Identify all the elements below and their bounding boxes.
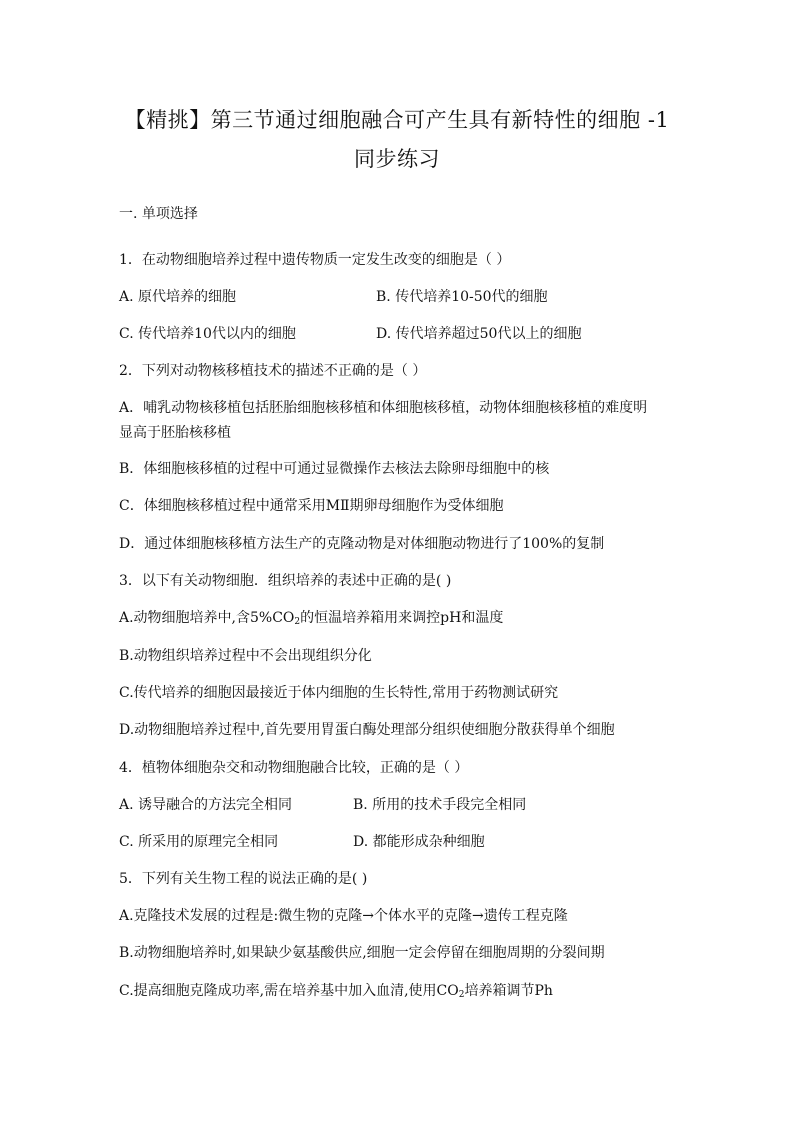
section-heading: 一. 单项选择 bbox=[119, 206, 198, 222]
question-5-stem: 5．下列有关生物工程的说法正确的是( ) bbox=[119, 871, 368, 887]
question-4-option-a: A. 诱导融合的方法完全相同 bbox=[119, 797, 293, 813]
question-4-option-c: C. 所采用的原理完全相同 bbox=[119, 834, 279, 850]
question-5-option-a: A.克隆技术发展的过程是:微生物的克隆→个体水平的克隆→遗传工程克隆 bbox=[119, 908, 568, 924]
document-subtitle: 同步练习 bbox=[354, 147, 440, 171]
question-4-option-d: D. 都能形成杂种细胞 bbox=[353, 834, 485, 850]
question-3-option-c: C.传代培养的细胞因最接近于体内细胞的生长特性,常用于药物测试研究 bbox=[119, 685, 559, 701]
question-2-option-d: D．通过体细胞核移植方法生产的克隆动物是对体细胞动物进行了100%的复制 bbox=[119, 536, 605, 552]
document-title: 【精挑】第三节通过细胞融合可产生具有新特性的细胞 -1 bbox=[124, 108, 670, 132]
question-1-option-c: C. 传代培养10代以内的细胞 bbox=[119, 326, 296, 342]
question-1-option-b: B. 传代培养10-50代的细胞 bbox=[376, 289, 548, 305]
question-4-stem: 4．植物体细胞杂交和动物细胞融合比较，正确的是（ ） bbox=[119, 760, 469, 776]
question-2-option-b: B．体细胞核移植的过程中可通过显微操作去核法去除卵母细胞中的核 bbox=[119, 461, 550, 477]
question-3-stem: 3．以下有关动物细胞．组织培养的表述中正确的是( ) bbox=[119, 573, 452, 589]
question-5-option-c-pre: C.提高细胞克隆成功率,需在培养基中加入血清,使用CO bbox=[119, 983, 459, 999]
question-3-option-a-sub: 2 bbox=[294, 617, 301, 627]
question-3-option-a-post: 的恒温培养箱用来调控pH和温度 bbox=[300, 610, 504, 626]
question-3-option-a-pre: A.动物细胞培养中,含5%CO bbox=[119, 610, 295, 626]
question-4-option-b: B. 所用的技术手段完全相同 bbox=[353, 797, 527, 813]
question-2-option-c: C．体细胞核移植过程中通常采用MⅡ期卵母细胞作为受体细胞 bbox=[119, 498, 504, 514]
question-1-option-d: D. 传代培养超过50代以上的细胞 bbox=[376, 326, 582, 342]
question-3-option-a bbox=[119, 608, 679, 628]
question-5-option-c-sub: 2 bbox=[458, 990, 465, 1000]
question-5-option-c-post: 培养箱调节Ph bbox=[464, 983, 553, 999]
question-5-option-b: B.动物细胞培养时,如果缺少氨基酸供应,细胞一定会停留在细胞周期的分裂间期 bbox=[119, 945, 605, 961]
question-2-stem: 2．下列对动物核移植技术的描述不正确的是（ ） bbox=[119, 363, 427, 379]
question-1-stem: 1．在动物细胞培养过程中遗传物质一定发生改变的细胞是（ ） bbox=[119, 252, 511, 268]
question-2-option-a-cont: 显高于胚胎核移植 bbox=[119, 425, 231, 441]
question-3-option-d: D.动物细胞培养过程中,首先要用胃蛋白酶处理部分组织使细胞分散获得单个细胞 bbox=[119, 722, 615, 738]
question-1-option-a: A. 原代培养的细胞 bbox=[119, 289, 237, 305]
question-2-option-a: A．哺乳动物核移植包括胚胎细胞核移植和体细胞核移植，动物体细胞核移植的难度明 bbox=[119, 400, 648, 416]
question-5-option-c bbox=[119, 981, 679, 1001]
question-3-option-b: B.动物组织培养过程中不会出现组织分化 bbox=[119, 648, 372, 664]
